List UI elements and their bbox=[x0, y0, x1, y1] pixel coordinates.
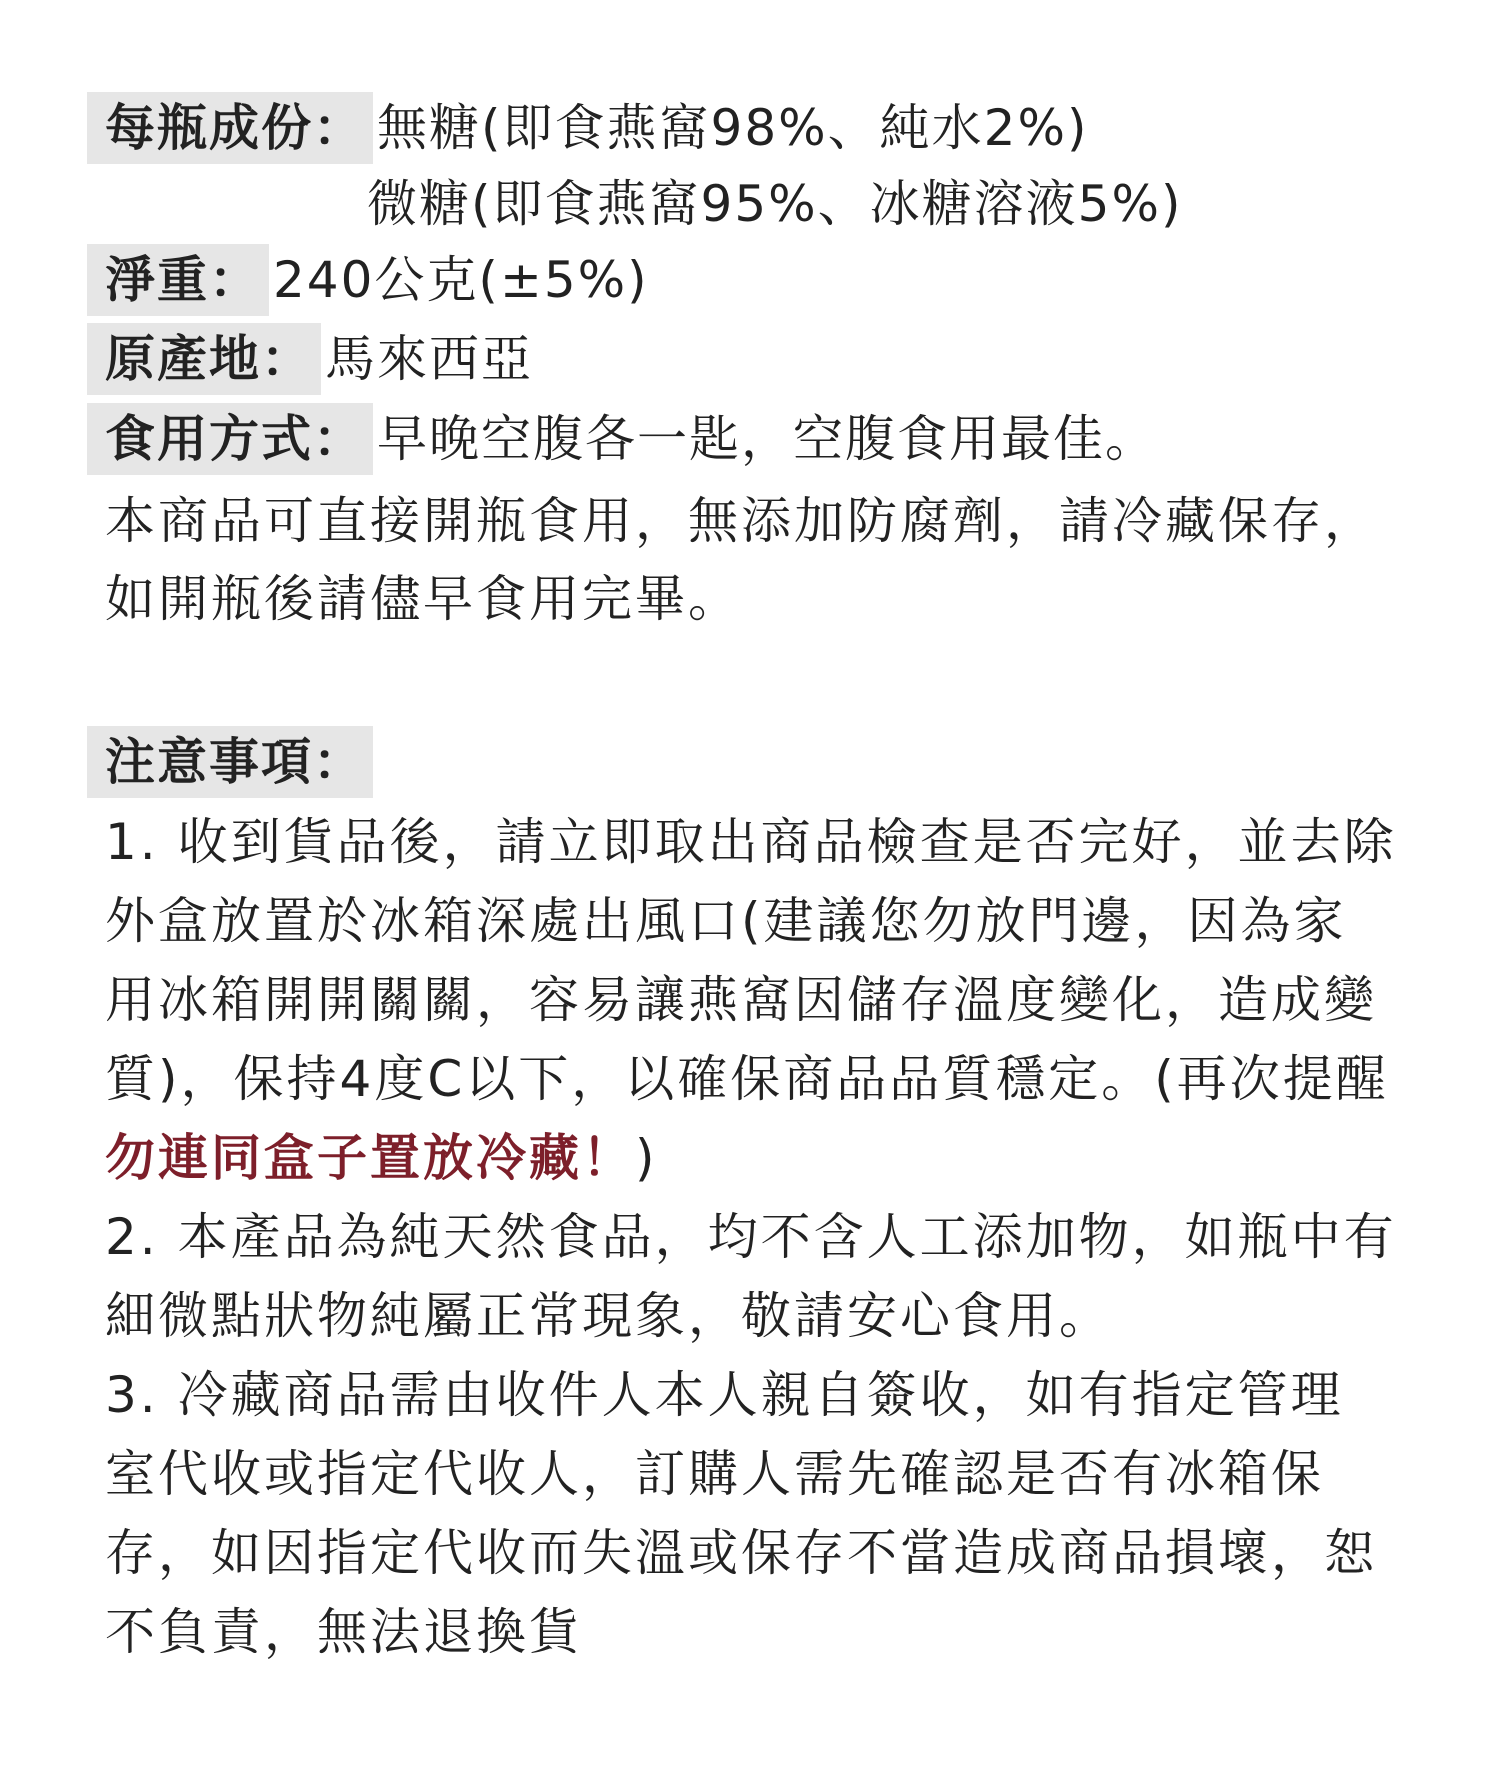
ingredients-label: 每瓶成份： bbox=[87, 92, 373, 164]
usage-value: 早晚空腹各一匙，空腹食用最佳。 bbox=[377, 410, 1157, 468]
origin-row bbox=[105, 323, 533, 395]
weight-value: 240公克(±5%) bbox=[273, 251, 649, 309]
notice-heading-row bbox=[105, 726, 373, 798]
notice-item-1-line-5 bbox=[105, 1122, 658, 1194]
notice-item-2-line-1: 2. 本產品為純天然食品，均不含人工添加物，如瓶中有 bbox=[105, 1208, 1397, 1266]
notice-item-1-line-4: 質)，保持4度C以下，以確保商品品質穩定。(再次提醒 bbox=[105, 1050, 1389, 1108]
notice-item-1-line-1: 1. 收到貨品後，請立即取出商品檢查是否完好，並去除 bbox=[105, 813, 1397, 871]
origin-value: 馬來西亞 bbox=[325, 330, 533, 388]
weight-row bbox=[105, 244, 649, 316]
notice-item-3-line-1: 3. 冷藏商品需由收件人本人親自簽收，如有指定管理 bbox=[105, 1366, 1344, 1424]
notice-emphasis: 勿連同盒子置放冷藏！ bbox=[105, 1129, 635, 1187]
ingredients-value-sugar-free: 無糖(即食燕窩98%、純水2%) bbox=[377, 99, 1089, 157]
notice-item-2-line-2: 細微點狀物純屬正常現象，敬請安心食用。 bbox=[105, 1287, 1112, 1345]
storage-note-line-1: 本商品可直接開瓶食用，無添加防腐劑，請冷藏保存， bbox=[105, 492, 1377, 550]
origin-label: 原產地： bbox=[87, 323, 321, 395]
notice-close-paren: ) bbox=[635, 1129, 658, 1187]
usage-label: 食用方式： bbox=[87, 403, 373, 475]
notice-item-3-line-4: 不負責，無法退換貨 bbox=[105, 1603, 582, 1661]
usage-row bbox=[105, 403, 1157, 475]
notice-item-1-line-3: 用冰箱開開關關，容易讓燕窩因儲存溫度變化，造成變 bbox=[105, 971, 1377, 1029]
notice-item-3-line-3: 存，如因指定代收而失溫或保存不當造成商品損壞，恕 bbox=[105, 1524, 1377, 1582]
notice-item-1-line-2: 外盒放置於冰箱深處出風口(建議您勿放門邊，因為家 bbox=[105, 892, 1347, 950]
storage-note-line-2: 如開瓶後請儘早食用完畢。 bbox=[105, 570, 741, 628]
notice-item-3-line-2: 室代收或指定代收人，訂購人需先確認是否有冰箱保 bbox=[105, 1445, 1324, 1503]
weight-label: 淨重： bbox=[87, 244, 269, 316]
ingredients-value-low-sugar: 微糖(即食燕窩95%、冰糖溶液5%) bbox=[367, 175, 1183, 233]
ingredients-row bbox=[105, 92, 1088, 164]
notice-heading: 注意事項： bbox=[87, 726, 373, 798]
ingredients-row-2 bbox=[367, 168, 1182, 240]
